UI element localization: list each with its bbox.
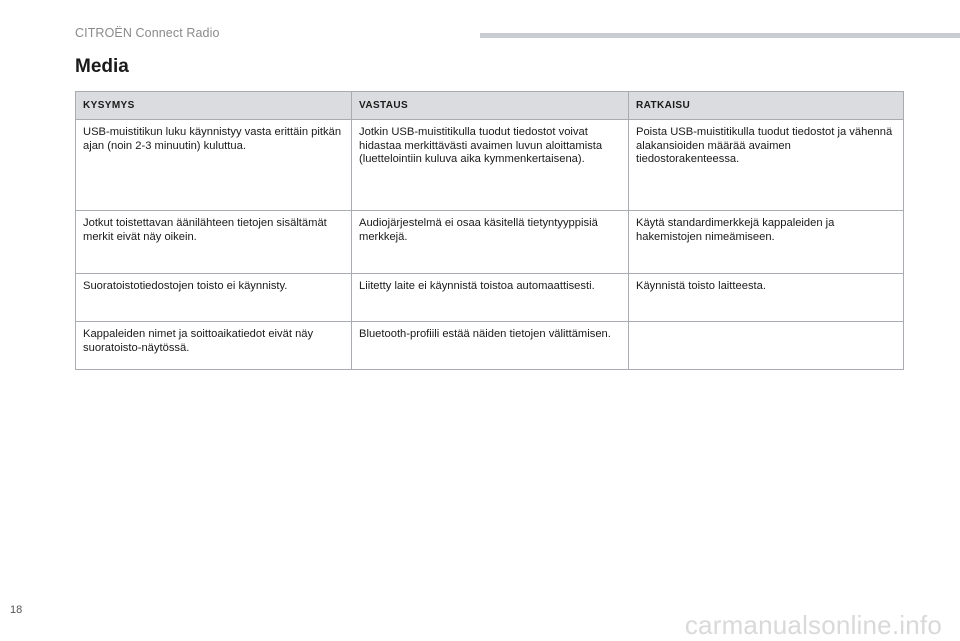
- section-title: Media: [75, 56, 129, 77]
- answer-cell: Jotkin USB-muistitikulla tuodut tiedostot voivat hidastaa merkittävästi avaimen luvun aloittamista (luettelointiin kuluva aika kymmenkertaisena).: [352, 120, 629, 211]
- table-row: [76, 211, 904, 274]
- solution-cell: Käynnistä toisto laitteesta.: [629, 274, 904, 322]
- question-cell: USB-muistitikun luku käynnistyy vasta erittäin pitkän ajan (noin 2-3 minuutin) kuluttua.: [76, 120, 352, 211]
- table-header-row: [76, 92, 904, 120]
- table-row: [76, 274, 904, 322]
- column-header-solution: RATKAISU: [629, 92, 904, 120]
- page-number: 18: [10, 604, 23, 616]
- column-header-question: KYSYMYS: [76, 92, 352, 120]
- answer-cell: Audiojärjestelmä ei osaa käsitellä tietyntyyppisiä merkkejä.: [352, 211, 629, 274]
- solution-cell: Poista USB-muistitikulla tuodut tiedostot ja vähennä alakansioiden määrää avaimen tiedostorakenteessa.: [629, 120, 904, 211]
- answer-cell: Liitetty laite ei käynnistä toistoa automaattisesti.: [352, 274, 629, 322]
- troubleshooting-table: [75, 91, 904, 370]
- table-row: [76, 322, 904, 370]
- solution-cell: Käytä standardimerkkejä kappaleiden ja hakemistojen nimeämiseen.: [629, 211, 904, 274]
- question-cell: Kappaleiden nimet ja soittoaikatiedot eivät näy suoratoisto-näytössä.: [76, 322, 352, 370]
- column-header-answer: VASTAUS: [352, 92, 629, 120]
- answer-cell: Bluetooth-profiili estää näiden tietojen välittämisen.: [352, 322, 629, 370]
- header-rule: [480, 33, 960, 38]
- question-cell: Jotkut toistettavan äänilähteen tietojen sisältämät merkit eivät näy oikein.: [76, 211, 352, 274]
- watermark: carmanualsonline.info: [684, 610, 942, 640]
- table-row: [76, 120, 904, 211]
- running-header: CITROËN Connect Radio: [75, 26, 220, 40]
- question-cell: Suoratoistotiedostojen toisto ei käynnisty.: [76, 274, 352, 322]
- solution-cell: [629, 322, 904, 370]
